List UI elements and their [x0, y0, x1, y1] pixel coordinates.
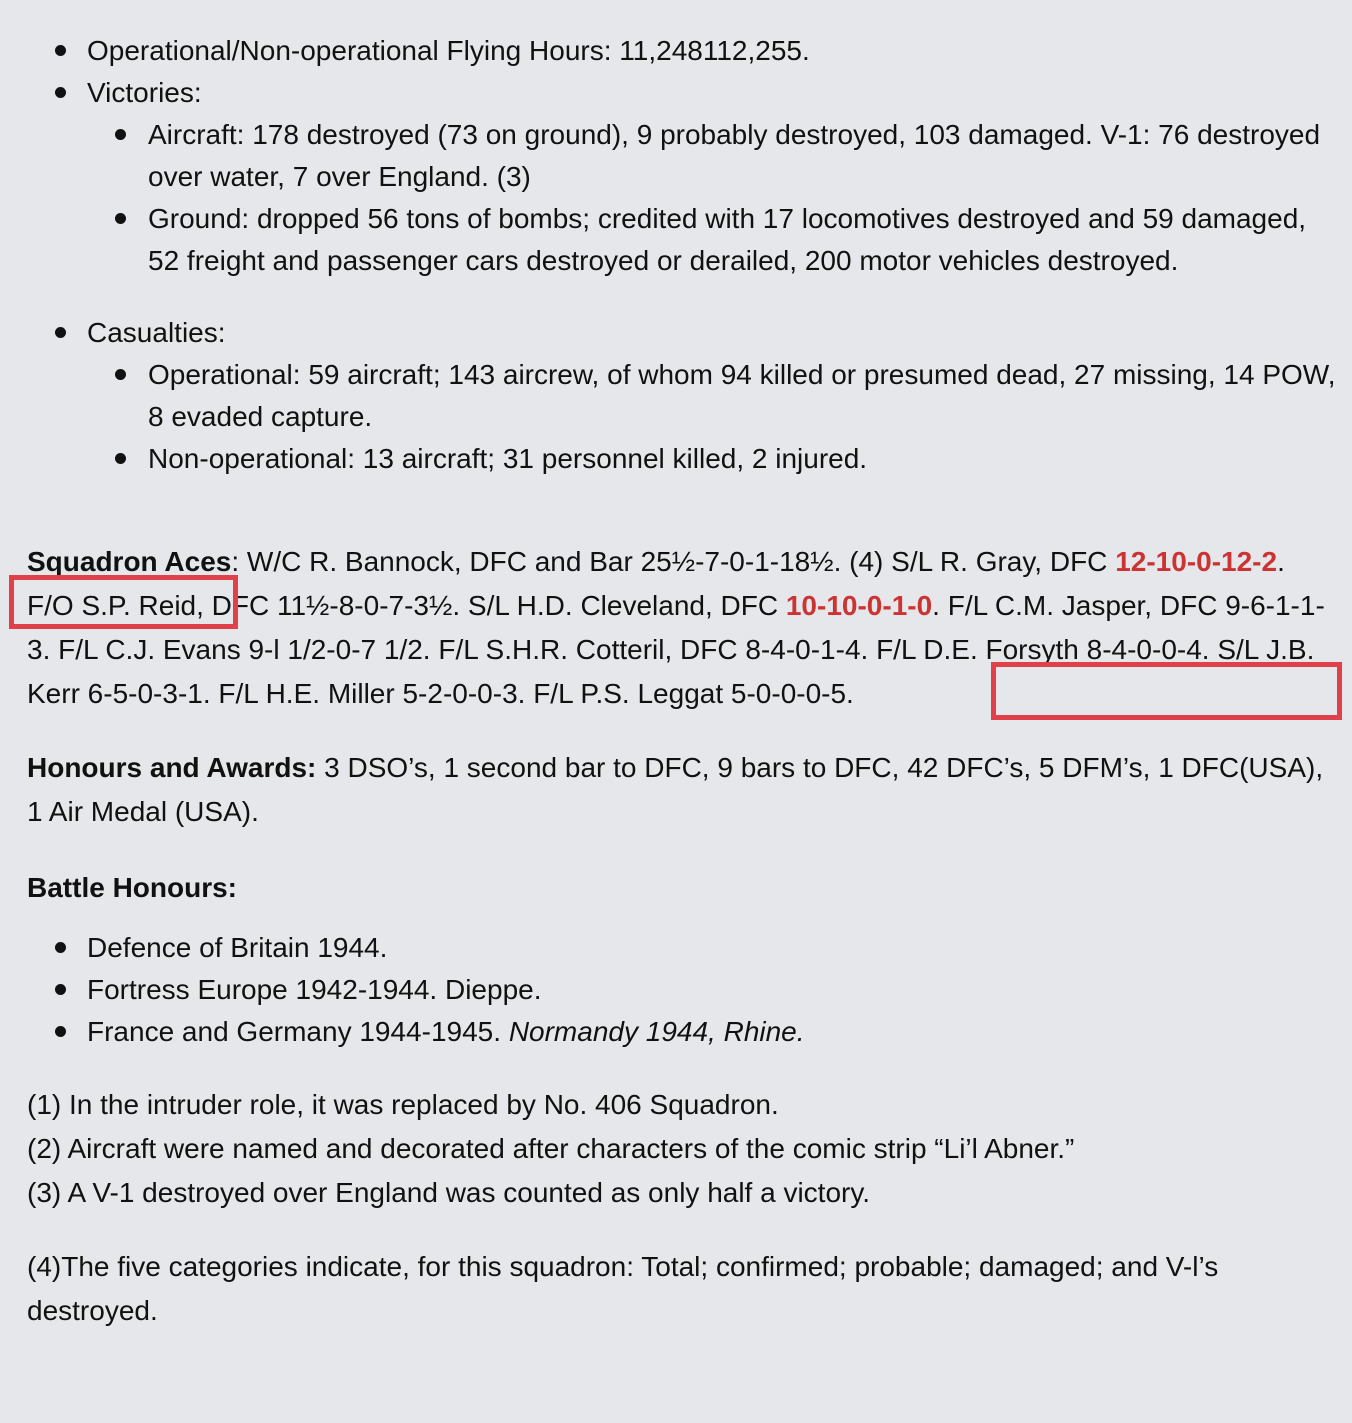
list-item-casualties-nonoperational: Non-operational: 13 aircraft; 31 personnel killed, 2 injured.: [87, 438, 1338, 480]
casualties-sublist: [87, 354, 1338, 480]
spacer: [27, 282, 1352, 312]
victories-sublist: [87, 114, 1338, 282]
spacer: [27, 1215, 1352, 1245]
cleveland-score: 10-10-0-1-0: [785, 590, 933, 621]
list-item-victories-aircraft: Aircraft: 178 destroyed (73 on ground), 9 probably destroyed, 103 damaged. V-1: 76 destroyed over water, 7 over England. (3): [87, 114, 1338, 198]
footnote-1: (1) In the intruder role, it was replaced by No. 406 Squadron.: [27, 1089, 779, 1120]
aces-text-3: . F/L C.M. Jasper, DFC 9-6-1-1-3. F/L C.J. Evans 9-l 1/2-0-7 1/2. F/L S.H.R. Cotteril, DFC 8-4-0-1-4. F/L D.E. Forsyth 8-4-0-0-4. S/L J.B. Kerr 6-5-0-3-1. F/L H.E. Miller 5-2-0-0-3. F/L P.S. Leggat 5-0-0-0-5.: [27, 590, 1325, 709]
spacer: [27, 1053, 1352, 1083]
honours-text: 3 DSO’s, 1 second bar to DFC, 9 bars to DFC, 42 DFC’s, 5 DFM’s, 1 DFC(USA), 1 Air Medal (USA).: [27, 752, 1324, 827]
footnote-3: (3) A V-1 destroyed over England was counted as only half a victory.: [27, 1177, 871, 1208]
list-item-victories-ground: Ground: dropped 56 tons of bombs; credited with 17 locomotives destroyed and 59 damaged, 52 freight and passenger cars destroyed or derailed, 200 motor vehicles destroyed.: [87, 198, 1338, 282]
battle-honours-list: [27, 927, 1352, 1053]
list-item-victories: [27, 72, 1352, 282]
honours-label: Honours and Awards:: [27, 752, 317, 783]
spacer: [27, 480, 1352, 540]
battle-honour-italic: Normandy 1944, Rhine.: [508, 1016, 805, 1047]
stats-list: [27, 30, 1352, 282]
aces-text-1: : W/C R. Bannock, DFC and Bar 25½-7-0-1-18½. (4) S/L R. Gray, DFC: [231, 546, 1116, 577]
list-item-battle-honour: Defence of Britain 1944.: [27, 927, 1352, 969]
battle-honours-heading: Battle Honours:: [27, 872, 237, 903]
highlight-box-squadron-aces: [9, 575, 238, 629]
spacer: [27, 834, 1352, 867]
aces-text-2: . F/O S.P. Reid, DFC 11½-8-0-7-3½. S/L H.D. Cleveland, DFC: [27, 546, 1285, 621]
honours-paragraph: [27, 746, 1327, 834]
gray-score: 12-10-0-12-2: [1115, 546, 1278, 577]
footnote-4: (4)The five categories indicate, for this squadron: Total; confirmed; probable; damaged; and V-l’s destroyed.: [27, 1251, 1219, 1326]
battle-honour-text: France and Germany 1944-1945.: [87, 1016, 509, 1047]
squadron-aces-label: Squadron Aces: [27, 546, 232, 577]
list-item-casualties-operational: Operational: 59 aircraft; 143 aircrew, of whom 94 killed or presumed dead, 27 missing, 14 POW, 8 evaded capture.: [87, 354, 1338, 438]
list-item-battle-honour: Fortress Europe 1942-1944. Dieppe.: [27, 969, 1352, 1011]
casualties-list: [27, 312, 1352, 480]
highlight-box-forsyth: [991, 662, 1342, 720]
footnote-2: (2) Aircraft were named and decorated after characters of the comic strip “Li’l Abner.”: [27, 1133, 1075, 1164]
footnotes: [27, 1083, 1352, 1333]
casualties-label: Casualties:: [87, 317, 226, 348]
spacer: [27, 909, 1352, 927]
spacer: [27, 716, 1352, 746]
list-item-casualties: [27, 312, 1352, 480]
list-item-flying-hours: Operational/Non-operational Flying Hours: 11,248112,255.: [27, 30, 1352, 72]
list-item-battle-honour: [27, 1011, 1352, 1053]
victories-label: Victories:: [87, 77, 202, 108]
